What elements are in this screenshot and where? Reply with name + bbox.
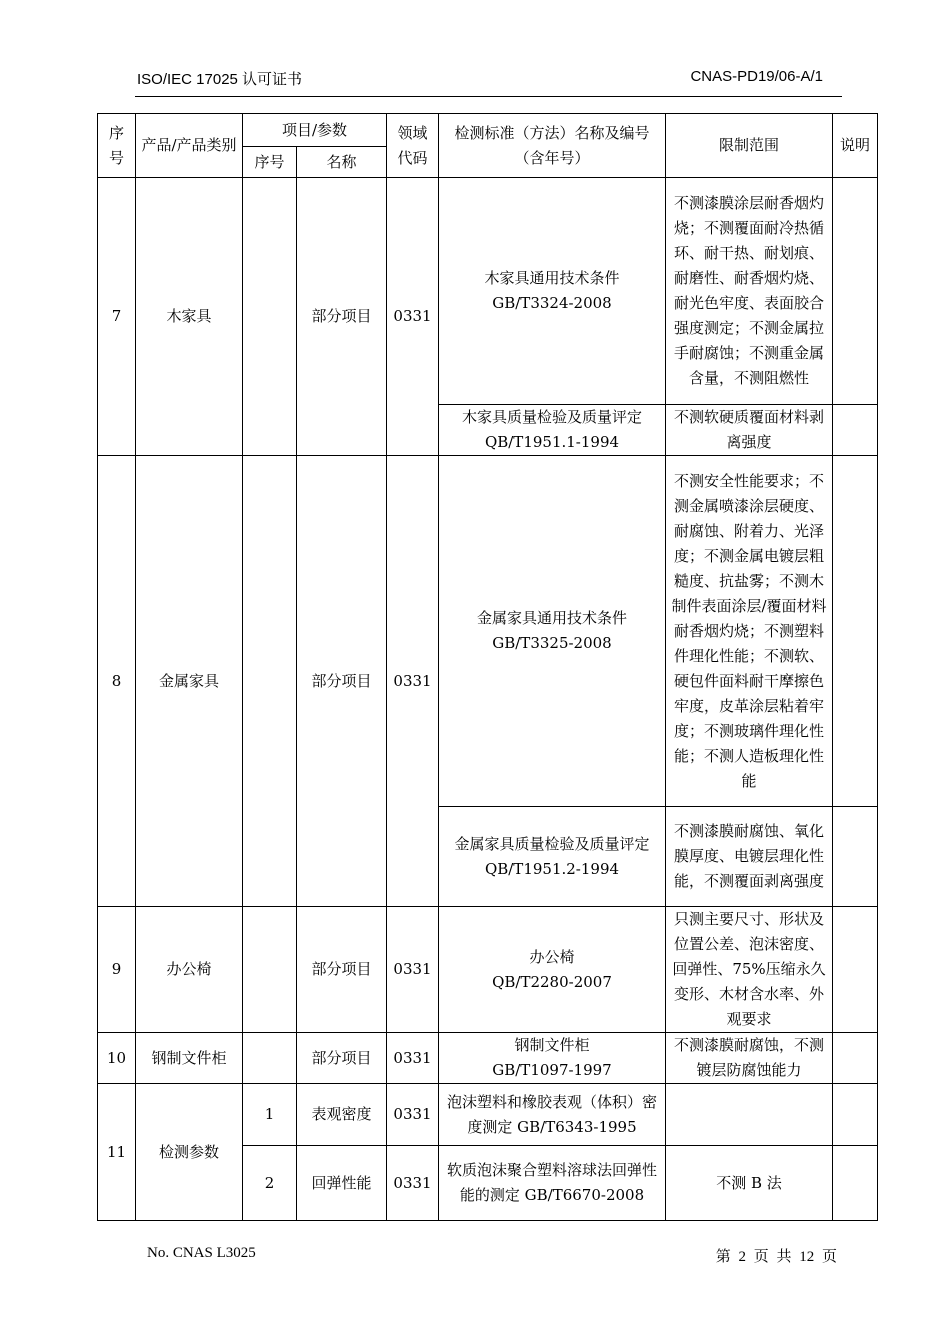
footer-page-number: 第 2 页 共 12 页	[715, 1249, 837, 1265]
standard-name: 木家具质量检验及质量评定	[461, 408, 642, 426]
col-header-item-name: 名称	[297, 147, 387, 178]
row-item-seq	[243, 1033, 297, 1084]
col-header-item-param: 项目/参数	[243, 114, 387, 147]
standard-name: 金属家具质量检验及质量评定	[454, 834, 650, 853]
row-product: 钢制文件柜	[136, 1033, 243, 1084]
row-standard	[439, 405, 666, 456]
row-item-name: 部分项目	[297, 456, 387, 907]
row-field-code: 0331	[387, 1033, 439, 1084]
row-item-seq	[243, 456, 297, 907]
standard-name: 金属家具通用技术条件	[476, 609, 627, 627]
table-row	[98, 1084, 878, 1146]
row-limit	[666, 1084, 833, 1146]
standard-code: GB/T3324-2008	[492, 294, 612, 312]
row-item-name: 部分项目	[297, 907, 387, 1033]
col-header-product: 产品/产品类别	[136, 114, 243, 178]
row-field-code: 0331	[387, 1146, 439, 1221]
row-limit: 不测软硬质覆面材料剥离强度	[666, 405, 833, 456]
row-standard	[439, 907, 666, 1033]
row-note	[833, 1033, 878, 1084]
col-header-item-seq: 序号	[243, 147, 297, 178]
footer-lab-number: No. CNAS L3025	[147, 1245, 256, 1261]
standard-name: 钢制文件柜	[514, 1036, 590, 1054]
standard-code: GB/T3325-2008	[492, 634, 612, 652]
row-limit: 不测 B 法	[666, 1146, 833, 1221]
row-standard	[439, 1033, 666, 1084]
header-document-code: CNAS-PD19/06-A/1	[690, 68, 823, 85]
table-row	[98, 907, 878, 1033]
row-item-name: 回弹性能	[297, 1146, 387, 1221]
row-note	[833, 456, 878, 807]
row-limit: 不测漆膜耐腐蚀、氧化膜厚度、电镀层理化性能，不测覆面剥离强度	[666, 807, 833, 907]
row-item-seq	[243, 907, 297, 1033]
row-item-name: 部分项目	[297, 1033, 387, 1084]
row-seq: 9	[98, 907, 136, 1033]
row-limit: 不测漆膜耐腐蚀，不测镀层防腐蚀能力	[666, 1033, 833, 1084]
standard-code: QB/T1951.2-1994	[484, 859, 620, 878]
row-standard	[439, 807, 666, 907]
row-limit: 不测漆膜涂层耐香烟灼烧；不测覆面耐冷热循环、耐干热、耐划痕、耐磨性、耐香烟灼烧、耐光色牢度、表面胶合强度测定；不测金属拉手耐腐蚀；不测重金属含量，不测阻燃性	[666, 178, 833, 405]
row-note	[833, 807, 878, 907]
header-divider	[135, 96, 842, 97]
table-row	[98, 1033, 878, 1084]
row-item-seq: 1	[243, 1084, 297, 1146]
row-product: 检测参数	[136, 1084, 243, 1221]
row-field-code: 0331	[387, 1084, 439, 1146]
row-note	[833, 1146, 878, 1221]
row-seq: 11	[98, 1084, 136, 1221]
col-header-field-code: 领域代码	[387, 114, 439, 178]
row-limit: 不测安全性能要求；不测金属喷漆涂层硬度、耐腐蚀、附着力、光泽度；不测金属电镀层粗糙度、抗盐雾；不测木制件表面涂层/覆面材料耐香烟灼烧；不测塑料件理化性能；不测软、硬包件面料耐干摩擦色牢度，皮革涂层粘着牢度；不测玻璃件理化性能；不测人造板理化性能	[666, 456, 833, 807]
row-note	[833, 178, 878, 405]
row-item-seq	[243, 178, 297, 456]
row-product: 金属家具	[136, 456, 243, 907]
col-header-standard: 检测标准（方法）名称及编号（含年号）	[439, 114, 666, 178]
row-item-name: 表观密度	[297, 1084, 387, 1146]
col-header-seq: 序号	[98, 114, 136, 178]
header-certificate-title: ISO/IEC 17025 认可证书	[137, 71, 303, 88]
standard-code: GB/T1097-1997	[492, 1061, 612, 1079]
row-item-name: 部分项目	[297, 178, 387, 456]
row-limit: 只测主要尺寸、形状及位置公差、泡沫密度、回弹性、75%压缩永久变形、木材含水率、外观要求	[666, 907, 833, 1033]
row-seq: 8	[98, 456, 136, 907]
row-seq: 10	[98, 1033, 136, 1084]
row-note	[833, 907, 878, 1033]
row-field-code: 0331	[387, 456, 439, 907]
col-header-note: 说明	[833, 114, 878, 178]
row-seq: 7	[98, 178, 136, 456]
accreditation-scope-table	[97, 113, 878, 1221]
row-field-code: 0331	[387, 178, 439, 456]
row-standard	[439, 178, 666, 405]
standard-name: 办公椅	[529, 947, 575, 966]
row-note	[833, 1084, 878, 1146]
standard-name: 木家具通用技术条件	[484, 269, 620, 287]
standard-code: QB/T1951.1-1994	[484, 433, 620, 451]
col-header-limit: 限制范围	[666, 114, 833, 178]
table-row	[98, 178, 878, 405]
row-item-seq: 2	[243, 1146, 297, 1221]
row-note	[833, 405, 878, 456]
table-row	[98, 456, 878, 807]
standard-code: QB/T2280-2007	[492, 972, 612, 991]
row-standard: 泡沫塑料和橡胶表观（体积）密度测定 GB/T6343-1995	[439, 1084, 666, 1146]
row-standard: 软质泡沫聚合塑料溶球法回弹性能的测定 GB/T6670-2008	[439, 1146, 666, 1221]
row-standard	[439, 456, 666, 807]
row-product: 办公椅	[136, 907, 243, 1033]
row-product: 木家具	[136, 178, 243, 456]
row-field-code: 0331	[387, 907, 439, 1033]
